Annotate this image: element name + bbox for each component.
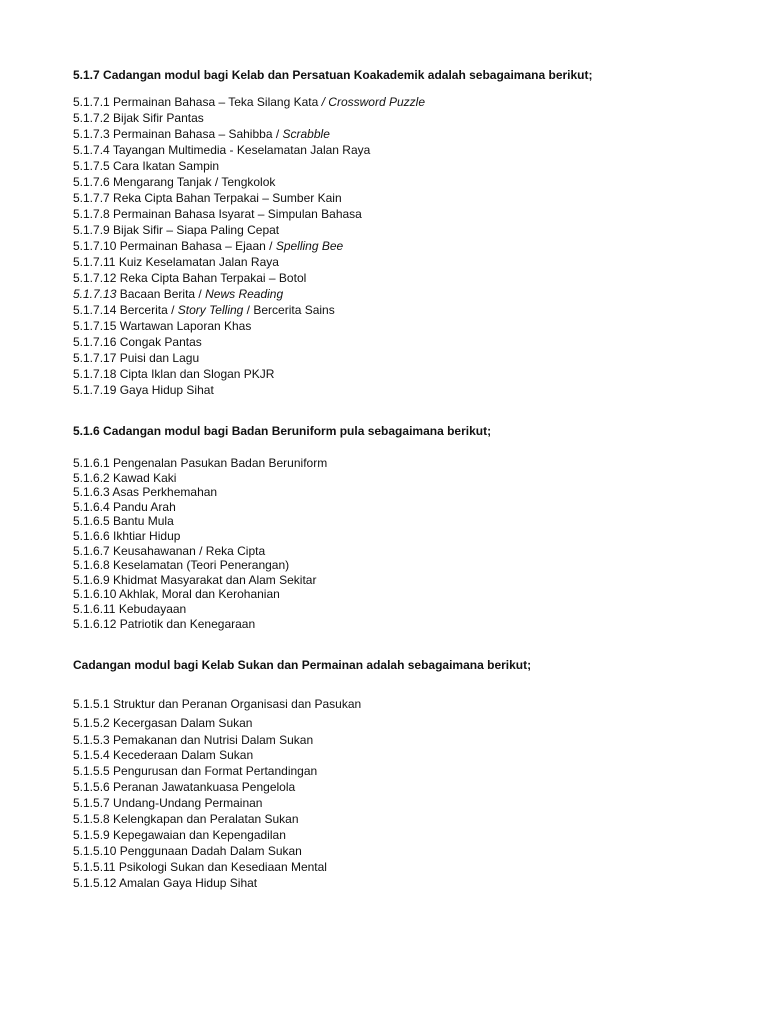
list-item: [73, 350, 425, 366]
item-text: Kuiz Keselamatan Jalan Raya: [118, 255, 279, 269]
list-item: [73, 843, 361, 859]
item-text: Gaya Hidup Sihat: [119, 383, 214, 397]
item-text: Akhlak, Moral dan Kerohanian: [119, 587, 280, 602]
item-number: 5.1.6.4: [73, 499, 110, 514]
item-text: Cipta Iklan dan Slogan PKJR: [119, 367, 275, 381]
list-item: [73, 302, 425, 318]
list-item: [73, 174, 425, 190]
item-text: Bercerita /: [119, 303, 175, 317]
item-text: Permainan Bahasa – Sahibba /: [113, 127, 280, 141]
list-item: [73, 602, 327, 617]
item-number: 5.1.7.13: [73, 287, 117, 301]
list-item: [73, 617, 327, 632]
item-text: Permainan Bahasa – Teka Silang Kata: [113, 95, 319, 109]
item-text: Reka Cipta Bahan Terpakai – Sumber Kain: [113, 191, 342, 205]
item-number: 5.1.5.7: [73, 796, 110, 810]
item-number: 5.1.5.2: [73, 716, 110, 730]
list-item: [73, 286, 425, 302]
item-text: Cara Ikatan Sampin: [113, 159, 220, 173]
item-number: 5.1.6.2: [73, 470, 110, 485]
list-item: [73, 94, 425, 110]
item-text: Ikhtiar Hidup: [113, 528, 181, 543]
item-text: Kebudayaan: [118, 601, 187, 616]
item-text: Pengurusan dan Format Pertandingan: [113, 764, 318, 778]
list-item: [73, 779, 361, 795]
item-number: 5.1.7.5: [73, 159, 110, 173]
section-heading-sukan: Cadangan modul bagi Kelab Sukan dan Permainan adalah sebagaimana berikut;: [73, 658, 532, 672]
item-number: 5.1.6.12: [73, 616, 117, 631]
item-number: 5.1.7.3: [73, 127, 110, 141]
beruniform-module-list: [73, 456, 327, 631]
section-heading-beruniform: 5.1.6 Cadangan modul bagi Badan Beruniform pula sebagaimana berikut;: [73, 424, 492, 438]
item-text: Undang-Undang Permainan: [113, 796, 263, 810]
section-heading-koakademik: 5.1.7 Cadangan modul bagi Kelab dan Persatuan Koakademik adalah sebagaimana berikut;: [73, 68, 593, 82]
list-item: [73, 270, 425, 286]
item-number: 5.1.7.15: [73, 319, 117, 333]
list-item: [73, 587, 327, 602]
item-number: 5.1.7.10: [73, 239, 117, 253]
item-english-term: / Crossword Puzzle: [318, 95, 425, 109]
item-number: 5.1.5.5: [73, 764, 110, 778]
item-number: 5.1.5.3: [73, 733, 110, 747]
list-item: [73, 763, 361, 779]
list-item: [73, 827, 361, 843]
item-number: 5.1.5.9: [73, 828, 110, 842]
item-number: 5.1.6.10: [73, 587, 117, 602]
list-item: [73, 110, 425, 126]
item-number: 5.1.7.18: [73, 367, 117, 381]
list-item: [73, 158, 425, 174]
item-text: Kelengkapan dan Peralatan Sukan: [113, 812, 299, 826]
list-item: [73, 696, 361, 712]
list-item: [73, 366, 425, 382]
list-item: [73, 142, 425, 158]
item-text: Permainan Bahasa Isyarat – Simpulan Bahasa: [113, 207, 362, 221]
item-text: Pengenalan Pasukan Badan Beruniform: [113, 456, 328, 470]
item-text: Mengarang Tanjak / Tengkolok: [113, 175, 276, 189]
item-english-term: Scrabble: [279, 127, 330, 141]
list-item: [73, 318, 425, 334]
item-number: 5.1.5.8: [73, 812, 110, 826]
item-text: Congak Pantas: [119, 335, 202, 349]
koakademik-module-list: [73, 94, 425, 398]
item-text: Struktur dan Peranan Organisasi dan Pasukan: [113, 697, 362, 711]
item-number: 5.1.7.6: [73, 175, 110, 189]
item-number: 5.1.5.1: [73, 697, 110, 711]
list-item: [73, 254, 425, 270]
item-number: 5.1.7.16: [73, 335, 117, 349]
item-text: Amalan Gaya Hidup Sihat: [119, 876, 258, 890]
list-item: [73, 514, 327, 529]
list-item: [73, 859, 361, 875]
list-item: [73, 734, 361, 747]
list-item: [73, 500, 327, 515]
list-item: [73, 471, 327, 486]
item-number: 5.1.5.4: [73, 748, 110, 762]
item-number: 5.1.7.8: [73, 207, 110, 221]
list-item: [73, 811, 361, 827]
list-item: [73, 558, 327, 573]
item-text: Keselamatan (Teori Penerangan): [113, 558, 290, 573]
item-number: 5.1.6.9: [73, 572, 110, 587]
list-item: [73, 190, 425, 206]
item-number: 5.1.6.7: [73, 543, 110, 558]
item-text: Kawad Kaki: [113, 470, 177, 485]
list-item: [73, 795, 361, 811]
item-english-term: Story Telling: [174, 303, 244, 317]
item-text: Bantu Mula: [113, 514, 174, 529]
item-text: Peranan Jawatankuasa Pengelola: [113, 780, 296, 794]
list-item: [73, 529, 327, 544]
item-number: 5.1.7.12: [73, 271, 117, 285]
item-text: Bijak Sifir Pantas: [113, 111, 204, 125]
item-number: 5.1.7.17: [73, 351, 117, 365]
item-text: Khidmat Masyarakat dan Alam Sekitar: [113, 572, 317, 587]
item-text-tail: / Bercerita Sains: [243, 303, 335, 317]
list-item: [73, 485, 327, 500]
item-text: Asas Perkhemahan: [112, 485, 218, 500]
item-number: 5.1.6.1: [73, 456, 110, 470]
item-text: Tayangan Multimedia - Keselamatan Jalan Raya: [112, 143, 371, 157]
item-number: 5.1.5.11: [73, 860, 116, 874]
list-item: [73, 238, 425, 254]
item-number: 5.1.6.11: [73, 601, 116, 616]
list-item: [73, 382, 425, 398]
item-text: Penggunaan Dadah Dalam Sukan: [119, 844, 302, 858]
item-number: 5.1.5.12: [73, 876, 117, 890]
item-text: Kecergasan Dalam Sukan: [113, 716, 253, 730]
list-item: [73, 747, 361, 763]
item-number: 5.1.7.7: [73, 191, 110, 205]
sukan-module-list: [73, 696, 361, 891]
item-text: Reka Cipta Bahan Terpakai – Botol: [119, 271, 307, 285]
list-item: [73, 875, 361, 891]
item-text: Keusahawanan / Reka Cipta: [113, 543, 266, 558]
item-text: Puisi dan Lagu: [119, 351, 200, 365]
item-number: 5.1.7.1: [73, 95, 110, 109]
item-number: 5.1.7.2: [73, 111, 110, 125]
item-number: 5.1.7.9: [73, 223, 110, 237]
list-item: [73, 456, 327, 471]
document-page: [73, 0, 753, 1024]
item-number: 5.1.7.4: [73, 143, 110, 157]
item-number: 5.1.6.3: [73, 485, 110, 500]
item-text: Pemakanan dan Nutrisi Dalam Sukan: [113, 733, 314, 747]
item-number: 5.1.6.8: [73, 558, 110, 573]
item-number: 5.1.7.14: [73, 303, 117, 317]
item-text: Kepegawaian dan Kepengadilan: [113, 828, 286, 842]
item-text: Bijak Sifir – Siapa Paling Cepat: [113, 223, 280, 237]
item-text: Pandu Arah: [113, 499, 176, 514]
list-item: [73, 573, 327, 588]
item-text: Psikologi Sukan dan Kesediaan Mental: [118, 860, 327, 874]
item-text: Patriotik dan Kenegaraan: [119, 616, 256, 631]
item-text: Bacaan Berita /: [119, 287, 202, 301]
item-text: Wartawan Laporan Khas: [119, 319, 252, 333]
item-number: 5.1.5.6: [73, 780, 110, 794]
list-item: [73, 126, 425, 142]
item-english-term: Spelling Bee: [272, 239, 344, 253]
item-number: 5.1.6.6: [73, 528, 110, 543]
item-text: Permainan Bahasa – Ejaan /: [119, 239, 273, 253]
item-number: 5.1.5.10: [73, 844, 117, 858]
item-text: Kecederaan Dalam Sukan: [113, 748, 254, 762]
list-item: [73, 222, 425, 238]
list-item: [73, 334, 425, 350]
item-number: 5.1.7.19: [73, 383, 117, 397]
list-item: [73, 206, 425, 222]
list-item: [73, 715, 361, 731]
item-number: 5.1.7.11: [73, 255, 116, 269]
item-number: 5.1.6.5: [73, 514, 110, 529]
item-english-term: News Reading: [201, 287, 284, 301]
list-item: [73, 544, 327, 559]
